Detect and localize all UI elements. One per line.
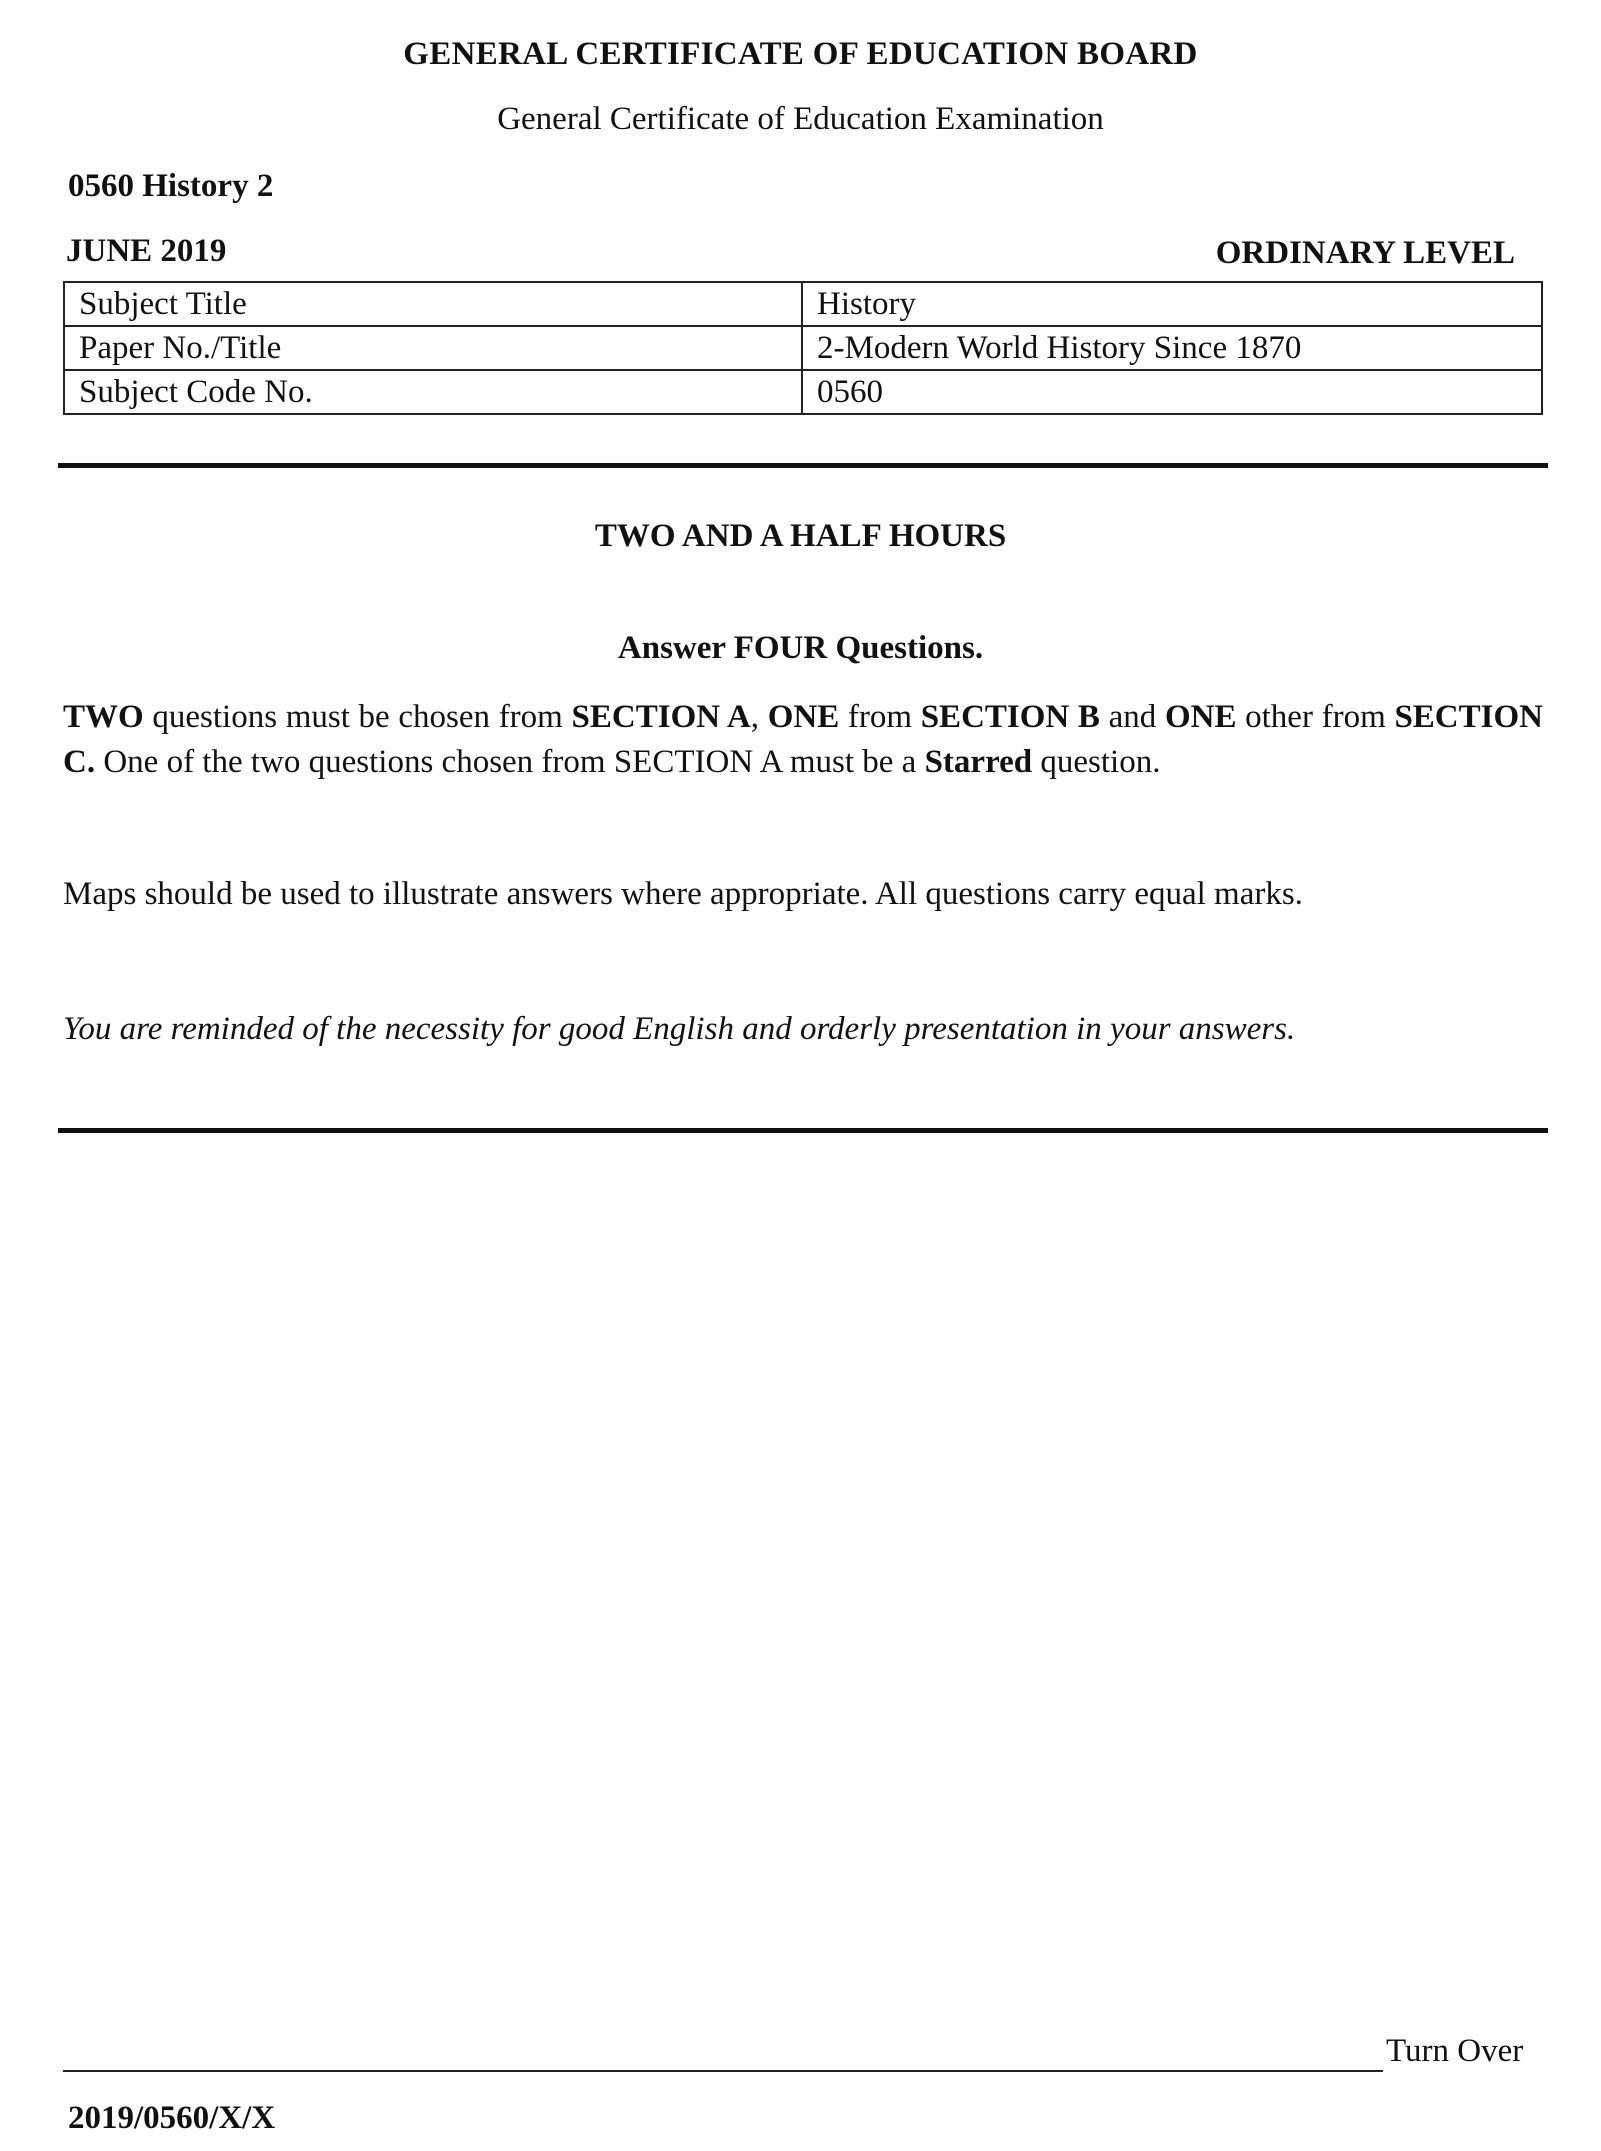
emphasis: ONE bbox=[1164, 699, 1237, 735]
table-row bbox=[64, 370, 1542, 414]
examination-title: General Certificate of Education Examination bbox=[497, 101, 1104, 137]
emphasis: Starred bbox=[924, 744, 1033, 780]
footer-line bbox=[63, 2070, 1383, 2072]
section-choice-instructions: TWO questions must be chosen from SECTION A, ONE from SECTION B and ONE other from SECTION C. One of the two questions chosen from SECTION A must be a Starred question. bbox=[63, 699, 1543, 780]
exam-duration: TWO AND A HALF HOURS bbox=[594, 518, 1007, 554]
emphasis: SECTION C. bbox=[63, 699, 1543, 780]
subject-info-table bbox=[63, 281, 1543, 415]
paper-title-label: Paper No./Title bbox=[64, 326, 802, 370]
board-title: GENERAL CERTIFICATE OF EDUCATION BOARD bbox=[403, 36, 1198, 72]
emphasis: SECTION B bbox=[920, 699, 1100, 735]
exam-session: JUNE 2019 bbox=[66, 233, 227, 269]
turn-over-label: Turn Over bbox=[1386, 2033, 1524, 2069]
answer-count: Answer FOUR Questions. bbox=[617, 630, 984, 666]
emphasis: ONE bbox=[767, 699, 840, 735]
presentation-reminder: You are reminded of the necessity for good English and orderly presentation in your answers. bbox=[63, 1011, 1296, 1047]
maps-instruction: Maps should be used to illustrate answers where appropriate. All questions carry equal marks. bbox=[63, 876, 1303, 912]
subject-title-value: History bbox=[802, 282, 1542, 326]
paper-title-value: 2-Modern World History Since 1870 bbox=[802, 326, 1542, 370]
exam-level: ORDINARY LEVEL bbox=[1215, 235, 1515, 271]
subject-code-value: 0560 bbox=[802, 370, 1542, 414]
subject-code-label: Subject Code No. bbox=[64, 370, 802, 414]
emphasis: TWO bbox=[63, 699, 144, 735]
table-row bbox=[64, 326, 1542, 370]
paper-heading: 0560 History 2 bbox=[68, 168, 274, 204]
subject-title-label: Subject Title bbox=[64, 282, 802, 326]
emphasis: SECTION A bbox=[571, 699, 751, 735]
table-row bbox=[64, 282, 1542, 326]
top-divider bbox=[58, 463, 1548, 468]
paper-reference: 2019/0560/X/X bbox=[68, 2100, 276, 2136]
bottom-divider bbox=[58, 1128, 1548, 1133]
